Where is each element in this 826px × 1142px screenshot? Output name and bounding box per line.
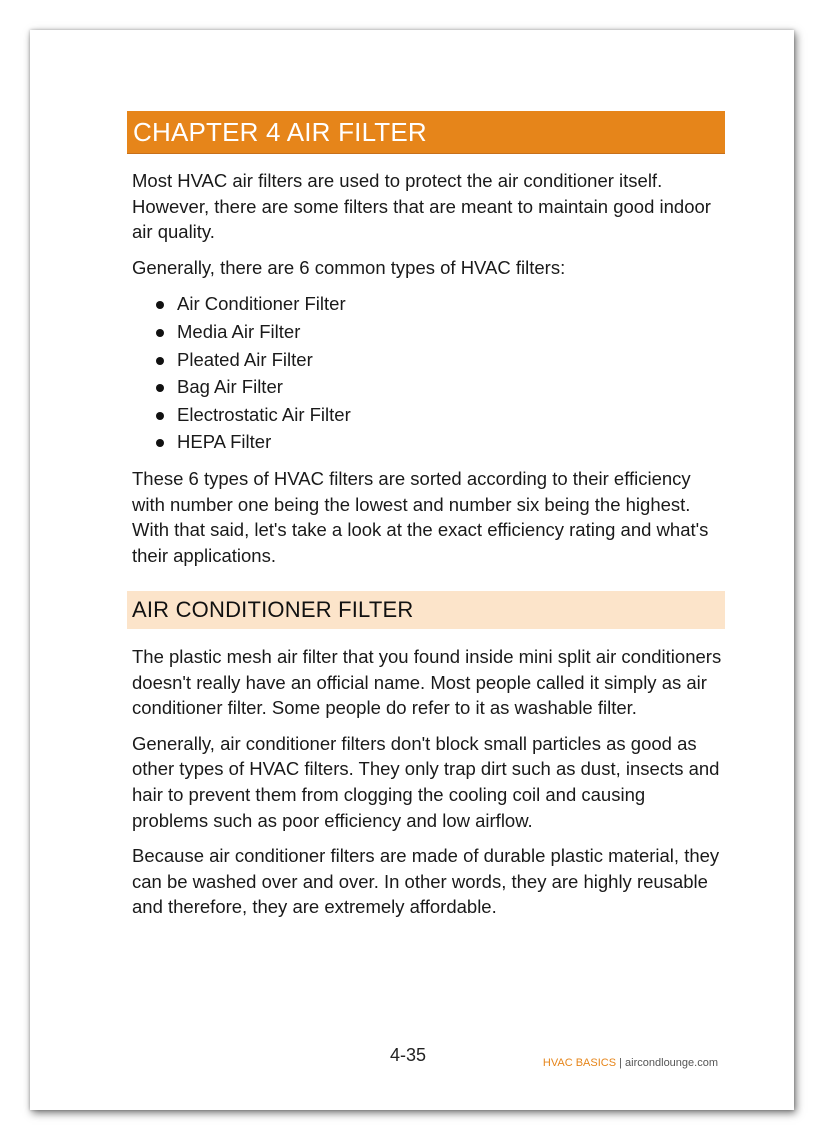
list-item bbox=[177, 373, 722, 401]
document-page bbox=[30, 30, 794, 1110]
bullet-icon bbox=[156, 301, 164, 309]
intro-paragraph: Most HVAC air filters are used to protect the air conditioner itself. However, there are some filters that are meant to maintain good indoor air quality. bbox=[132, 170, 711, 243]
bullet-icon bbox=[156, 329, 164, 337]
list-item-label: Electrostatic Air Filter bbox=[177, 403, 351, 425]
list-item-label: Air Conditioner Filter bbox=[177, 293, 346, 315]
section-title: AIR CONDITIONER FILTER bbox=[132, 597, 414, 622]
footer-brand: HVAC BASICS bbox=[542, 1057, 617, 1069]
list-item bbox=[177, 346, 722, 374]
footer-separator: | bbox=[619, 1057, 622, 1069]
list-item bbox=[177, 318, 722, 346]
bullet-icon bbox=[156, 439, 164, 447]
intro-paragraph: These 6 types of HVAC filters are sorted according to their efficiency with number one being the lowest and number six being the highest. With that said, let's take a look at the exact efficiency rating and what's their applications. bbox=[132, 467, 709, 566]
bullet-icon bbox=[156, 357, 164, 365]
list-item bbox=[177, 401, 722, 429]
section-paragraph: Because air conditioner filters are made of durable plastic material, they can be washed over and over. In other words, they are highly reusable and therefore, they are extremely affordable. bbox=[132, 845, 720, 918]
list-item bbox=[177, 428, 722, 456]
list-item-label: Media Air Filter bbox=[177, 320, 301, 342]
list-item-label: HEPA Filter bbox=[177, 431, 272, 453]
section-header bbox=[127, 591, 725, 629]
footer-site: aircondlounge.com bbox=[625, 1057, 718, 1069]
list-item-label: Bag Air Filter bbox=[177, 376, 283, 398]
section-paragraph: Generally, air conditioner filters don't block small particles as good as other types of HVAC filters. They only trap dirt such as dust, insects and hair to prevent them from clogging the cooling coil and causing problems such as poor efficiency and low airflow. bbox=[132, 732, 720, 831]
footer bbox=[543, 1057, 718, 1069]
intro-paragraph: Generally, there are 6 common types of HVAC filters: bbox=[132, 256, 566, 278]
bullet-icon bbox=[156, 412, 164, 420]
filter-type-list bbox=[132, 290, 722, 456]
list-item-label: Pleated Air Filter bbox=[177, 348, 313, 370]
chapter-header bbox=[127, 111, 725, 154]
bullet-icon bbox=[156, 384, 164, 392]
list-item bbox=[177, 290, 722, 318]
intro-section bbox=[132, 168, 722, 578]
air-conditioner-filter-section bbox=[132, 644, 722, 930]
section-paragraph: The plastic mesh air filter that you found inside mini split air conditioners doesn't really have an official name. Most people called it simply as air conditioner filter. Some people do refer to it as washable filter. bbox=[132, 646, 722, 719]
page-number: 4-35 bbox=[390, 1045, 427, 1065]
chapter-title: CHAPTER 4 AIR FILTER bbox=[133, 116, 427, 147]
